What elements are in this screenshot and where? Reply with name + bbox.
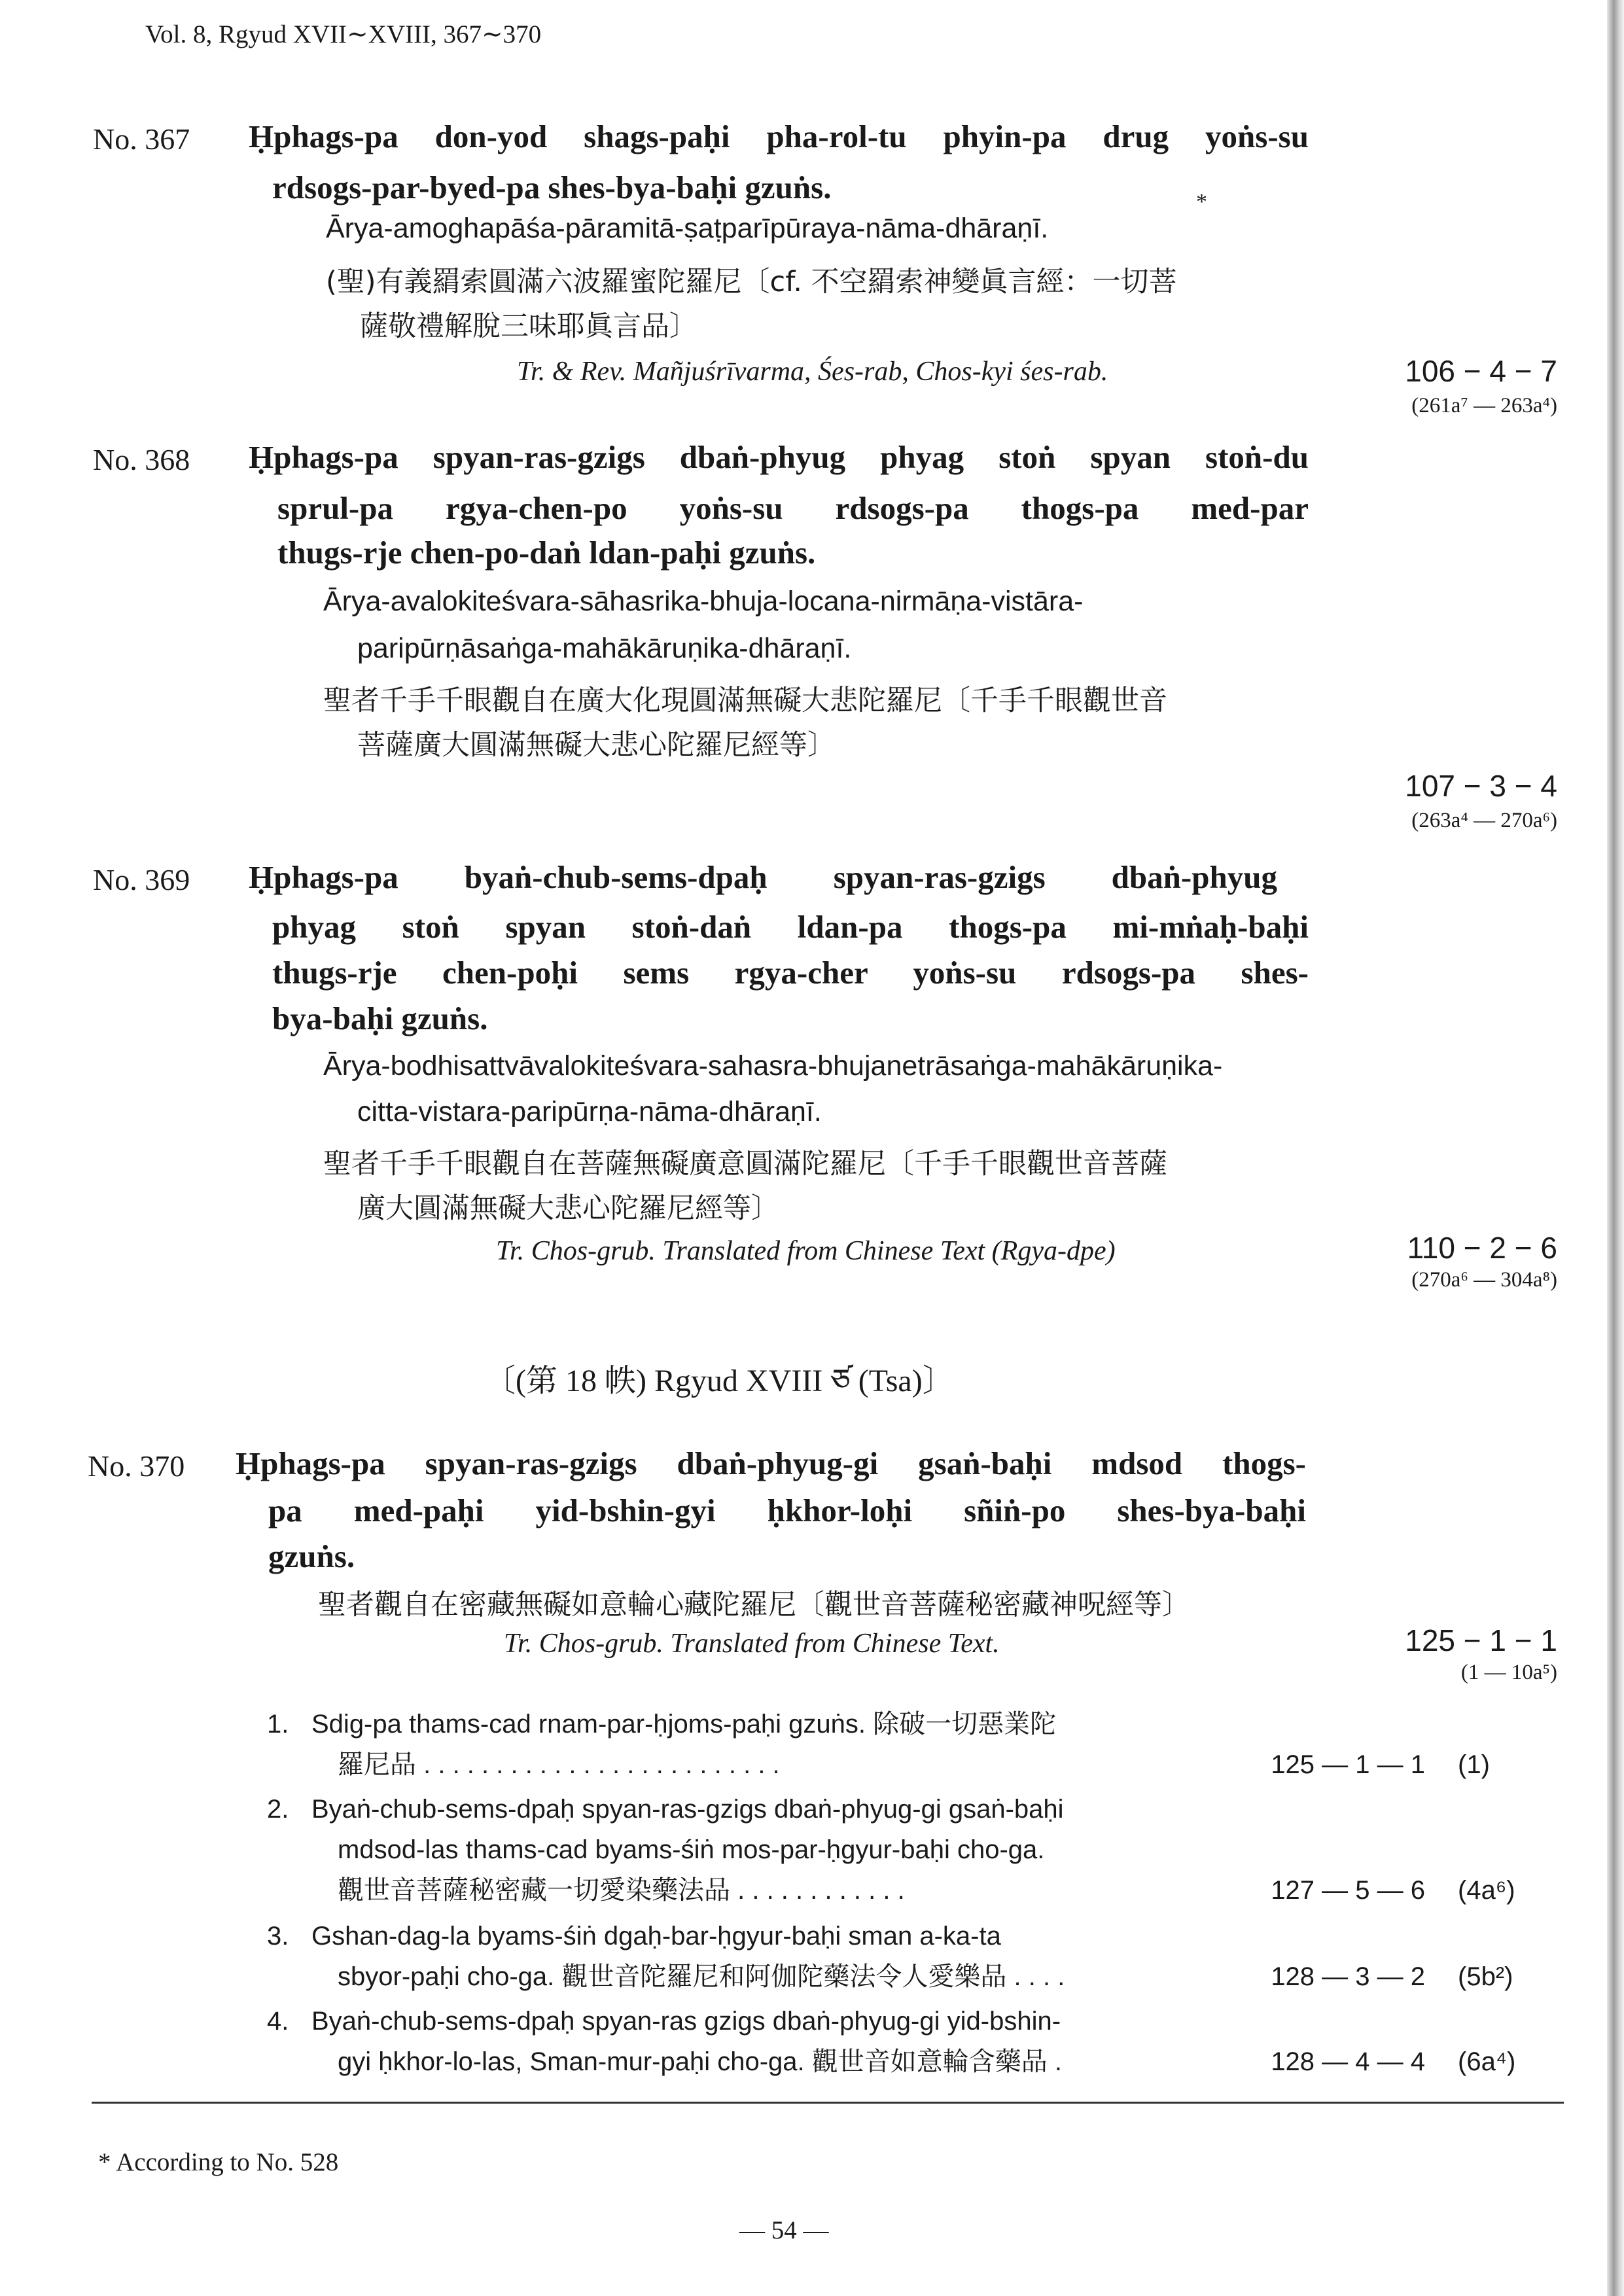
subsection-reference: 128 — 4 — 4 [1271, 2047, 1425, 2076]
subsection-line: mdsod-las thams-cad byams-śiṅ mos-par-ḥgyur-baḥi cho-ga. [338, 1835, 1045, 1864]
subsection-folio: (1) [1458, 1750, 1490, 1779]
folio-range: (270a⁶ — 304a⁸) [1411, 1268, 1557, 1292]
volume-heading: 〔(第 18 帙) Rgyud XVIII ཙ (Tsa)〕 [484, 1364, 954, 1398]
tibetan-title-line: thugs-rje chen-poḥi sems rgya-cher yoṅs-su rdsogs-pa shes- [272, 955, 1309, 991]
translator-line: Tr. Chos-grub. Translated from Chinese Text (Rgya-dpe) [496, 1236, 1116, 1266]
subsection-line: Byaṅ-chub-sems-dpaḥ spyan-ras-gzigs dbaṅ-phyug-gi gsaṅ-baḥi [311, 1795, 1064, 1824]
reference-number: 110 − 2 − 6 [1407, 1231, 1557, 1265]
footnote-divider [92, 2102, 1564, 2104]
tibetan-title-line: Ḥphags-pa spyan-ras-gzigs dbaṅ-phyug phyag stoṅ spyan stoṅ-du [249, 439, 1309, 475]
subsection-line: Byaṅ-chub-sems-dpaḥ spyan-ras gzigs dbaṅ-phyug-gi yid-bshin- [311, 2007, 1061, 2036]
footnote-marker: * [1196, 190, 1207, 214]
tibetan-title-line: Ḥphags-pa don-yod shags-paḥi pha-rol-tu phyin-pa drug yoṅs-su [249, 118, 1309, 154]
entry-number: No. 370 [88, 1449, 185, 1483]
subsection-line: 羅尼品 . . . . . . . . . . . . . . . . . . . . . . . . . [338, 1750, 780, 1779]
subsection-folio: (6a⁴) [1458, 2047, 1516, 2076]
chinese-title-line: 廣大圓滿無礙大悲心陀羅尼經等〕 [357, 1192, 779, 1225]
sanskrit-title-line: paripūrṇāsaṅga-mahākāruṇika-dhāraṇī. [357, 633, 852, 664]
folio-range: (261a⁷ — 263a⁴) [1411, 394, 1557, 417]
subsection-line: Gshan-dag-la byams-śiṅ dgaḥ-bar-ḥgyur-baḥi sman a-ka-ta [311, 1922, 1001, 1951]
subsection-reference: 125 — 1 — 1 [1271, 1750, 1425, 1779]
subsection-item [267, 1789, 1549, 1913]
tibetan-title-line: bya-baḥi gzuṅs. [272, 1000, 488, 1036]
subsection-number: 3. [267, 1922, 289, 1951]
entry-number: No. 367 [93, 122, 190, 156]
subsection-number: 1. [267, 1710, 289, 1739]
subsection-line: Sdig-pa thams-cad rnam-par-ḥjoms-paḥi gzuṅs. 除破一切惡業陀 [311, 1710, 1057, 1739]
translator-line: Tr. & Rev. Mañjuśrīvarma, Śes-rab, Chos-kyi śes-rab. [517, 357, 1108, 387]
tibetan-title-line: Ḥphags-pa spyan-ras-gzigs dbaṅ-phyug-gi gsaṅ-baḥi mdsod thogs- [236, 1445, 1306, 1481]
subsection-number: 2. [267, 1795, 289, 1824]
reference-number: 106 − 4 − 7 [1405, 354, 1557, 388]
folio-range: (263a⁴ — 270a⁶) [1411, 809, 1557, 832]
page-number: — 54 — [739, 2216, 829, 2244]
scan-edge [1607, 0, 1624, 2296]
tibetan-title-line: pa med-paḥi yid-bshin-gyi ḥkhor-loḥi sñiṅ-po shes-bya-baḥi [268, 1492, 1306, 1528]
reference-number: 125 − 1 − 1 [1405, 1623, 1557, 1657]
sanskrit-title-line: Ārya-avalokiteśvara-sāhasrika-bhuja-locana-nirmāṇa-vistāra- [323, 586, 1084, 617]
tibetan-title-line: rdsogs-par-byed-pa shes-bya-baḥi gzuṅs. [272, 169, 832, 205]
subsection-line: 觀世音菩薩秘密藏一切愛染藥法品 . . . . . . . . . . . . [338, 1876, 905, 1905]
tibetan-title-line: sprul-pa rgya-chen-po yoṅs-su rdsogs-pa thogs-pa med-par [277, 490, 1309, 526]
entry-number: No. 368 [93, 443, 190, 476]
tibetan-title-line: phyag stoṅ spyan stoṅ-daṅ ldan-pa thogs-pa mi-mṅaḥ-baḥi [272, 909, 1309, 945]
subsection-folio: (4a⁶) [1458, 1876, 1515, 1905]
subsection-item [267, 1916, 1549, 1997]
entry-number: No. 369 [93, 863, 190, 896]
folio-range: (1 — 10a⁵) [1460, 1661, 1557, 1684]
chinese-title-line: 薩敬禮解脫三味耶眞言品〕 [360, 310, 697, 343]
tibetan-title-line: gzuṅs. [268, 1538, 355, 1574]
subsection-line: gyi ḥkhor-lo-las, Sman-mur-paḥi cho-ga. 觀世音如意輪含藥品 . [338, 2047, 1062, 2076]
translator-line: Tr. Chos-grub. Translated from Chinese Text. [504, 1629, 1000, 1659]
reference-number: 107 − 3 − 4 [1405, 769, 1557, 803]
tibetan-title-line: thugs-rje chen-po-daṅ ldan-paḥi gzuṅs. [277, 535, 816, 571]
tibetan-title-line: Ḥphags-pa byaṅ-chub-sems-dpaḥ spyan-ras-gzigs dbaṅ-phyug [249, 859, 1277, 895]
subsection-item [267, 1704, 1549, 1785]
sanskrit-title-line: citta-vistara-paripūrṇa-nāma-dhāraṇī. [357, 1096, 822, 1127]
chinese-title-line: (聖)有義羂索圓滿六波羅蜜陀羅尼〔cf. 不空羂索神變眞言經：一切菩 [326, 266, 1177, 298]
sanskrit-title-line: Ārya-amoghapāśa-pāramitā-ṣaṭparīpūraya-nāma-dhāraṇī. [326, 213, 1049, 244]
chinese-title-line: 聖者千手千眼觀自在廣大化現圓滿無礙大悲陀羅尼〔千手千眼觀世音 [323, 684, 1167, 717]
subsection-reference: 127 — 5 — 6 [1271, 1876, 1425, 1905]
sanskrit-title-line: Ārya-bodhisattvāvalokiteśvara-sahasra-bhujanetrāsaṅga-mahākāruṇika- [323, 1050, 1223, 1082]
subsection-number: 4. [267, 2007, 289, 2036]
subsection-reference: 128 — 3 — 2 [1271, 1962, 1425, 1991]
footnote: * According to No. 528 [98, 2148, 339, 2176]
chinese-title-line: 聖者千手千眼觀自在菩薩無礙廣意圓滿陀羅尼〔千手千眼觀世音菩薩 [323, 1148, 1167, 1180]
subsection-item [267, 2001, 1549, 2082]
subsection-folio: (5b²) [1458, 1962, 1513, 1991]
chinese-title-line: 菩薩廣大圓滿無礙大悲心陀羅尼經等〕 [357, 729, 836, 762]
running-header: Vol. 8, Rgyud XVII∼XVIII, 367∼370 [145, 20, 542, 48]
chinese-title-line: 聖者觀自在密藏無礙如意輪心藏陀羅尼〔觀世音菩薩秘密藏神呪經等〕 [318, 1589, 1190, 1621]
subsection-line: sbyor-paḥi cho-ga. 觀世音陀羅尼和阿伽陀藥法令人愛樂品 . . . . [338, 1962, 1065, 1991]
